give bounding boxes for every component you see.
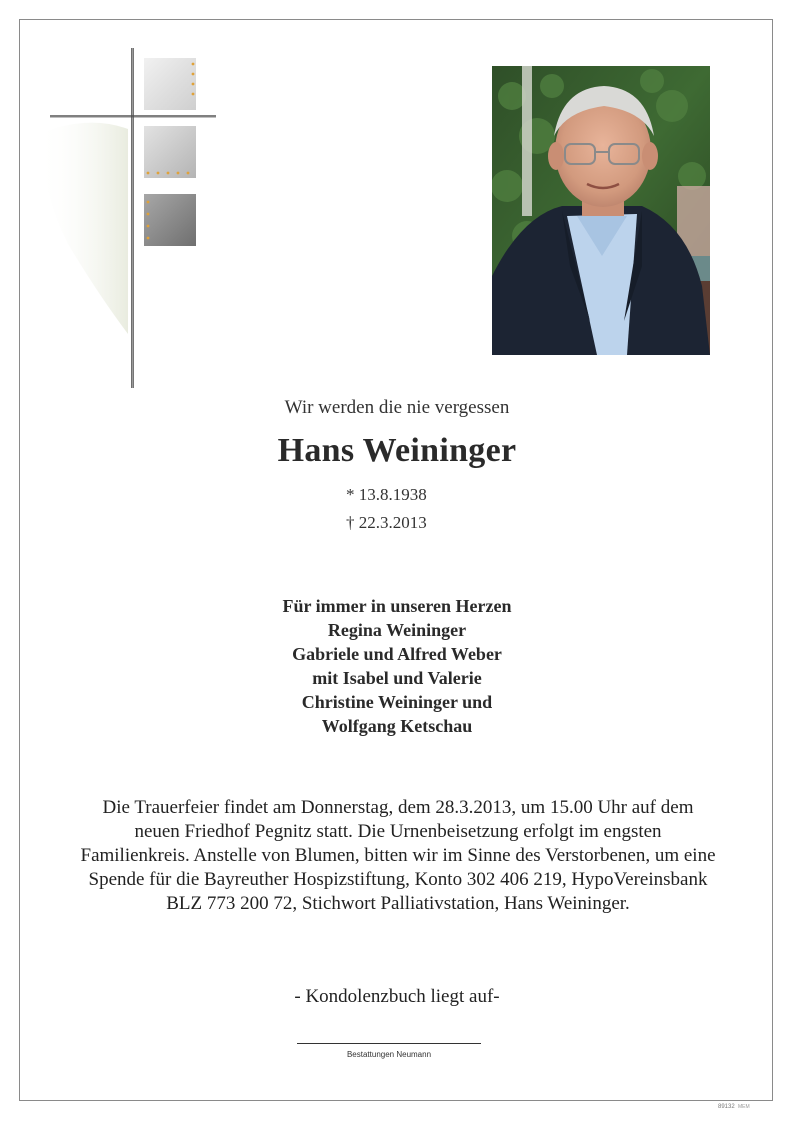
footer-logo: MEM [738,1104,750,1110]
mourners-list [0,594,794,738]
death-date: † 22.3.2013 [346,513,427,532]
life-dates [346,481,427,537]
mourners-line: Christine Weininger und [301,692,493,712]
mourners-line: Wolfgang Ketschau [321,716,473,736]
signature-line [297,1043,481,1044]
funeral-announcement: Die Trauerfeier findet am Donnerstag, dem 28.3.2013, um 15.00 Uhr auf dem neuen Friedhof Pegnitz statt. Die Urnenbeisetzung erfolgt im engsten Familienkreis. Anstelle von Blumen, bitten wir im Sinne des Verstorbenen, um eine Spende für die Bayreuther Hospizstiftung, Konto 302 406 219, HypoVereinsbank BLZ 773 200 72, Stichwort Palliativstation, Hans Weininger. [80,797,716,914]
mourners-line: mit Isabel und Valerie [312,668,482,688]
mourners-line: Regina Weininger [327,620,467,640]
mourners-line: Für immer in unseren Herzen [282,596,512,616]
mourners-line: Gabriele und Alfred Weber [292,644,502,664]
funeral-home-name: Bestattungen Neumann [346,1050,432,1059]
footer-code: 89132 [718,1104,735,1110]
condolence-note: - Kondolenzbuch liegt auf- [294,986,500,1007]
portrait-photo [492,66,710,355]
memorial-motto: Wir werden die nie vergessen [284,397,510,418]
birth-date: * 13.8.1938 [346,485,427,504]
cross-decoration-icon [28,44,228,394]
deceased-name: Hans Weininger [277,432,517,469]
